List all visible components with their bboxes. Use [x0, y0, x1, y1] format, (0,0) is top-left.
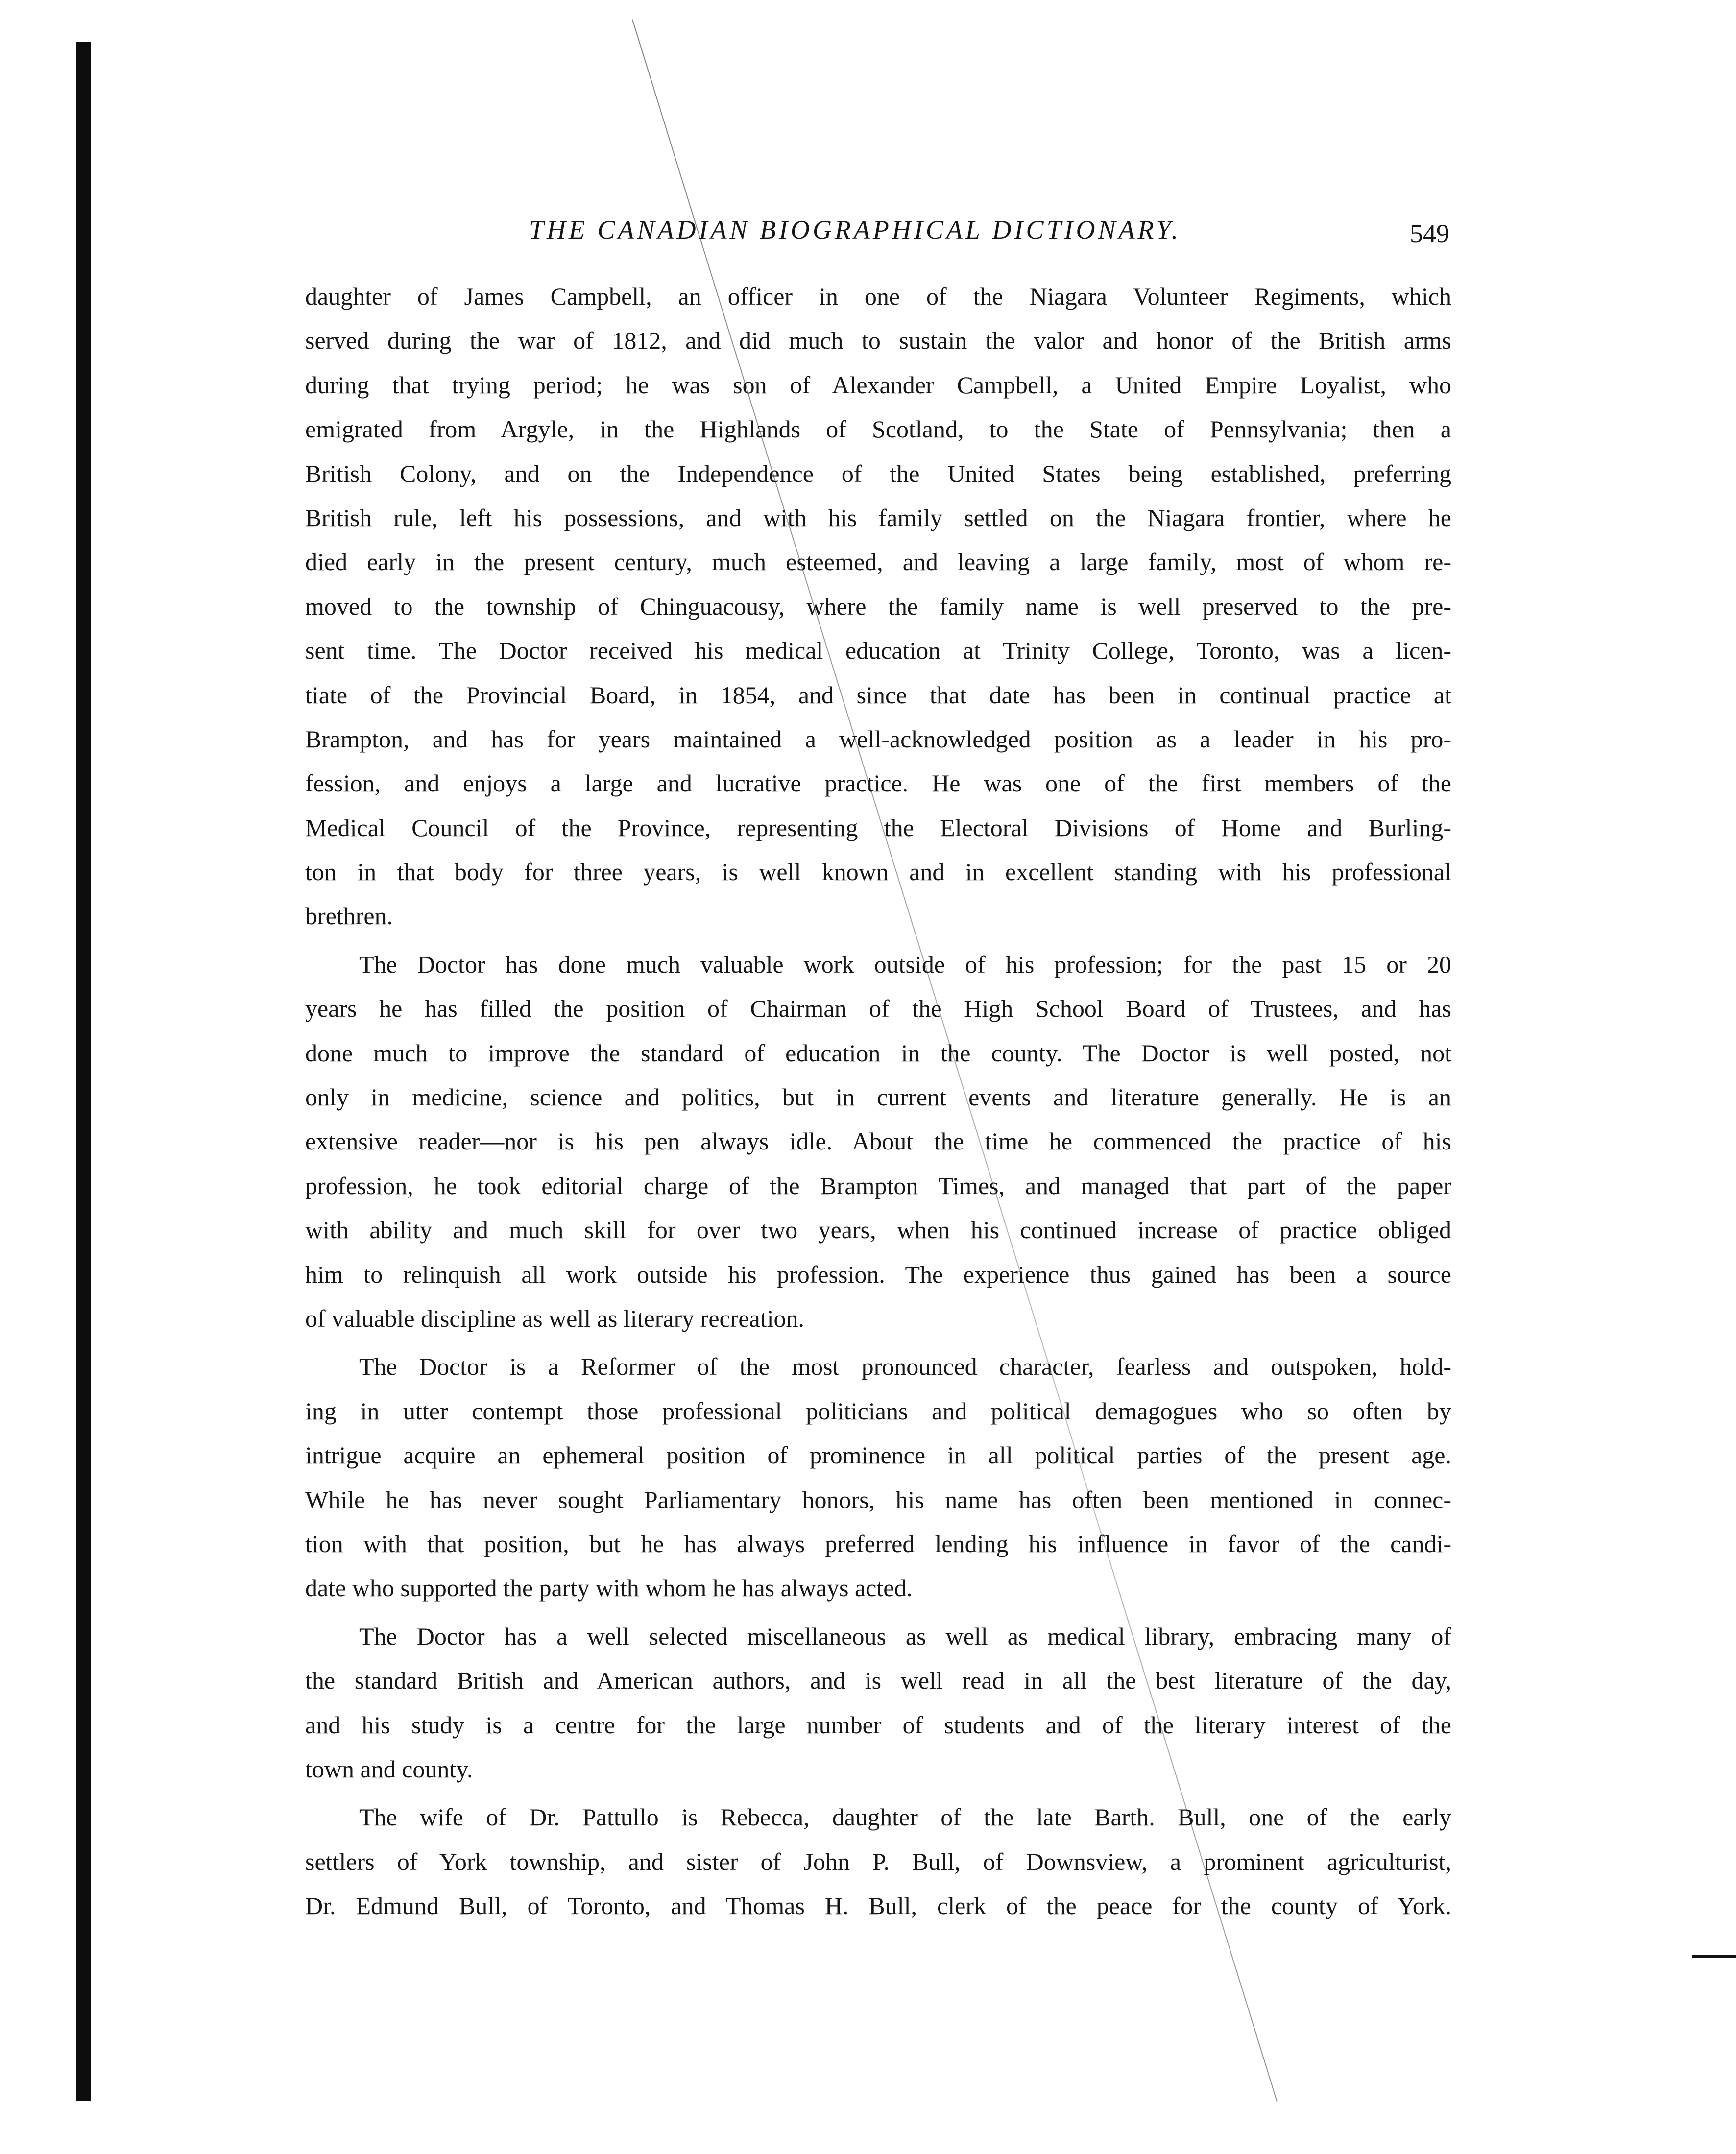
paragraph-2: [305, 942, 1451, 1341]
paragraph-5: [305, 1795, 1451, 1928]
text-line: tion with that position, but he has always preferred lending his influence in favor of the candi-: [305, 1530, 1451, 1557]
paragraph-4: [305, 1614, 1451, 1792]
text-line: of valuable discipline as well as literary recreation.: [305, 1304, 805, 1332]
running-head: THE CANADIAN BIOGRAPHICAL DICTIONARY.: [529, 215, 1181, 244]
text-line: with ability and much skill for over two years, when his continued increase of practice obliged: [305, 1216, 1451, 1244]
text-line: town and county.: [305, 1755, 473, 1783]
text-line: extensive reader—nor is his pen always idle. About the time he commenced the practice of his: [305, 1127, 1451, 1155]
text-line: The wife of Dr. Pattullo is Rebecca, daughter of the late Barth. Bull, one of the early: [359, 1803, 1451, 1831]
text-line: ton in that body for three years, is well known and in excellent standing with his professional: [305, 858, 1451, 886]
text-line: date who supported the party with whom he has always acted.: [305, 1574, 913, 1602]
text-line: died early in the present century, much esteemed, and leaving a large family, most of whom re-: [305, 548, 1451, 576]
text-line: done much to improve the standard of education in the county. The Doctor is well posted, not: [305, 1039, 1451, 1067]
text-line: British rule, left his possessions, and with his family settled on the Niagara frontier, where he: [305, 503, 1451, 531]
text-line: The Doctor has done much valuable work outside of his profession; for the past 15 or 20: [359, 950, 1451, 978]
text-line: Brampton, and has for years maintained a well-acknowledged position as a leader in his pro-: [305, 725, 1451, 753]
text-line: brethren.: [305, 902, 393, 930]
text-line: the standard British and American authors, and is well read in all the best literature of the day,: [305, 1667, 1451, 1695]
text-line: years he has filled the position of Chairman of the High School Board of Trustees, and has: [305, 995, 1451, 1023]
text-line: during that trying period; he was son of Alexander Campbell, a United Empire Loyalist, who: [305, 371, 1451, 399]
text-line: Dr. Edmund Bull, of Toronto, and Thomas H. Bull, clerk of the peace for the county of York.: [305, 1892, 1451, 1920]
body-text: [305, 274, 1451, 1928]
page-header: [529, 215, 1460, 254]
page-number: 549: [1410, 219, 1449, 248]
text-line: sent time. The Doctor received his medical education at Trinity College, Toronto, was a licen-: [305, 637, 1451, 665]
text-line: Medical Council of the Province, representing the Electoral Divisions of Home and Burling-: [305, 814, 1451, 841]
text-line: tiate of the Provincial Board, in 1854, and since that date has been in continual practice at: [305, 681, 1451, 709]
text-line: intrigue acquire an ephemeral position of prominence in all political parties of the present age.: [305, 1441, 1451, 1469]
text-line: settlers of York township, and sister of John P. Bull, of Downsview, a prominent agriculturist,: [305, 1847, 1451, 1875]
text-line: The Doctor has a well selected miscellaneous as well as medical library, embracing many of: [359, 1622, 1451, 1650]
text-line: British Colony, and on the Independence of the United States being established, preferring: [305, 459, 1451, 487]
text-line: him to relinquish all work outside his profession. The experience thus gained has been a source: [305, 1260, 1451, 1288]
text-line: ing in utter contempt those professional politicians and political demagogues who so often by: [305, 1397, 1451, 1425]
text-line: only in medicine, science and politics, but in current events and literature generally. He is an: [305, 1083, 1451, 1111]
text-line: served during the war of 1812, and did much to sustain the valor and honor of the British arms: [305, 327, 1451, 355]
text-line: While he has never sought Parliamentary honors, his name has often been mentioned in connec-: [305, 1485, 1451, 1513]
text-line: and his study is a centre for the large number of students and of the literary interest of the: [305, 1711, 1451, 1739]
text-line: moved to the township of Chinguacousy, where the family name is well preserved to the pre-: [305, 592, 1451, 620]
text-line: profession, he took editorial charge of the Brampton Times, and managed that part of the paper: [305, 1172, 1451, 1199]
text-line: fession, and enjoys a large and lucrative practice. He was one of the first members of the: [305, 769, 1451, 797]
margin-mark: [1692, 1955, 1736, 1958]
paragraph-1: [305, 274, 1451, 938]
text-line: emigrated from Argyle, in the Highlands of Scotland, to the State of Pennsylvania; then a: [305, 415, 1451, 443]
binding-shadow: [76, 42, 91, 2101]
paragraph-3: [305, 1344, 1451, 1610]
text-line: daughter of James Campbell, an officer in one of the Niagara Volunteer Regiments, which: [305, 283, 1451, 310]
text-line: The Doctor is a Reformer of the most pronounced character, fearless and outspoken, hold-: [359, 1353, 1451, 1381]
